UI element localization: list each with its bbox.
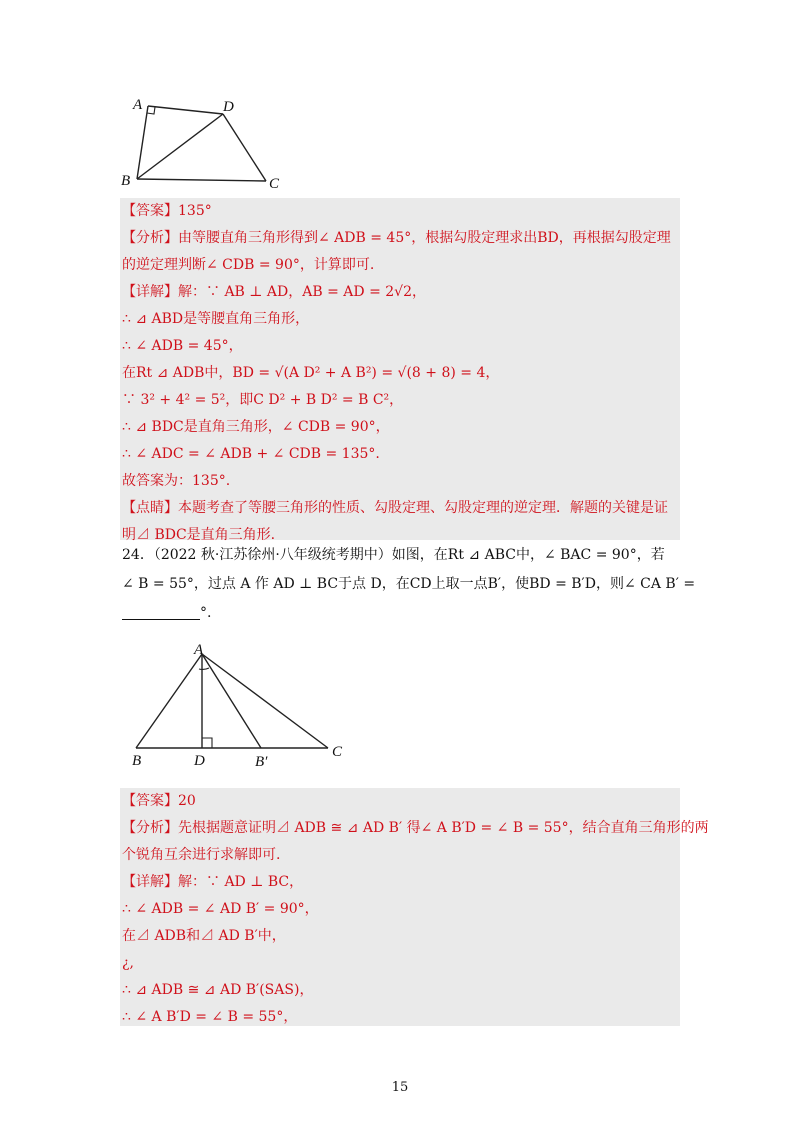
figure-quadrilateral-abcd xyxy=(118,92,298,192)
segment-ab xyxy=(136,654,202,748)
comment-line: 【点睛】本题考查了等腰三角形的性质、勾股定理、勾股定理的逆定理．解题的关键是证 xyxy=(122,500,668,516)
label-c: C xyxy=(332,744,343,760)
detail-line: 【详解】解：∵ AD ⊥ BC， xyxy=(122,874,304,890)
right-angle-mark-d xyxy=(202,738,212,748)
angle-arc-a xyxy=(199,668,209,669)
detail-line: 故答案为：135°. xyxy=(122,473,231,489)
detail-line: ∴ ⊿ BDC是直角三角形，∠ CDB = 90°， xyxy=(122,419,390,435)
analysis-line: 【分析】由等腰直角三角形得到∠ ADB = 45°，根据勾股定理求出BD，再根据勾股定理 xyxy=(122,230,671,246)
detail-line: 在Rt ⊿ ADB中，BD = √(A D² + A B²) = √(8 + 8) = 4， xyxy=(122,365,500,381)
analysis-line: 的逆定理判断∠ CDB = 90°，计算即可. xyxy=(122,257,375,273)
figure-right-triangle-abc xyxy=(128,638,358,778)
label-b: B xyxy=(121,173,131,189)
detail-line: 在⊿ ADB和⊿ AD B′中， xyxy=(122,928,286,944)
page-number: 15 xyxy=(391,1080,409,1095)
detail-line: ∴ ∠ ADB = ∠ AD B′ = 90°， xyxy=(122,901,319,917)
detail-line: ∴ ∠ ADB = 45°， xyxy=(122,338,243,354)
segment-ab xyxy=(137,106,148,179)
answer-suffix: °. xyxy=(200,605,212,621)
segment-ad xyxy=(148,106,223,114)
solution-block-2 xyxy=(120,788,709,1026)
analysis-line: 个锐角互余进行求解即可. xyxy=(122,847,281,863)
detail-line: ∴ ∠ ADC = ∠ ADB + ∠ CDB = 135°. xyxy=(122,446,380,462)
label-bprime: B′ xyxy=(255,754,268,770)
comment-line: 明⊿ BDC是直角三角形. xyxy=(122,527,276,543)
analysis-line: 【分析】先根据题意证明⊿ ADB ≅ ⊿ AD B′ 得∠ A B′D = ∠ B = 55°，结合直角三角形的两 xyxy=(122,820,709,836)
label-c: C xyxy=(269,176,280,192)
label-d: D xyxy=(194,753,205,769)
label-b: B xyxy=(132,753,142,769)
detail-line: ∴ ⊿ ABD是等腰直角三角形， xyxy=(122,311,310,327)
segment-abprime xyxy=(202,654,261,748)
segment-dc xyxy=(223,114,266,181)
detail-line: ¿, xyxy=(122,955,134,971)
problem-24 xyxy=(120,541,696,628)
segment-bd xyxy=(137,114,223,179)
solution-block-1 xyxy=(120,198,680,543)
segment-ac xyxy=(202,654,328,748)
answer-line: 【答案】20 xyxy=(122,793,196,809)
detail-line: ∴ ∠ A B′D = ∠ B = 55°， xyxy=(122,1009,298,1025)
segment-bc xyxy=(137,179,266,181)
label-a: A xyxy=(194,642,204,658)
problem-line: ∠ B = 55°，过点 A 作 AD ⊥ BC于点 D，在CD上取一点B′，使BD = B′D，则∠ CA B′ = xyxy=(122,576,696,592)
detail-line: ∴ ⊿ ADB ≅ ⊿ AD B′(SAS)， xyxy=(122,982,314,998)
answer-blank xyxy=(122,603,200,620)
detail-line: 【详解】解：∵ AB ⊥ AD，AB = AD = 2√2， xyxy=(122,284,426,300)
answer-line: 【答案】135° xyxy=(122,203,212,219)
label-a: A xyxy=(133,97,143,113)
detail-line: ∵ 3² + 4² = 5²，即C D² + B D² = B C²， xyxy=(122,392,404,408)
label-d: D xyxy=(223,99,234,115)
problem-line: 24．（2022 秋·江苏徐州·八年级统考期中）如图，在Rt ⊿ ABC中，∠ BAC = 90°，若 xyxy=(122,547,665,563)
problem-answer-line xyxy=(120,599,680,628)
